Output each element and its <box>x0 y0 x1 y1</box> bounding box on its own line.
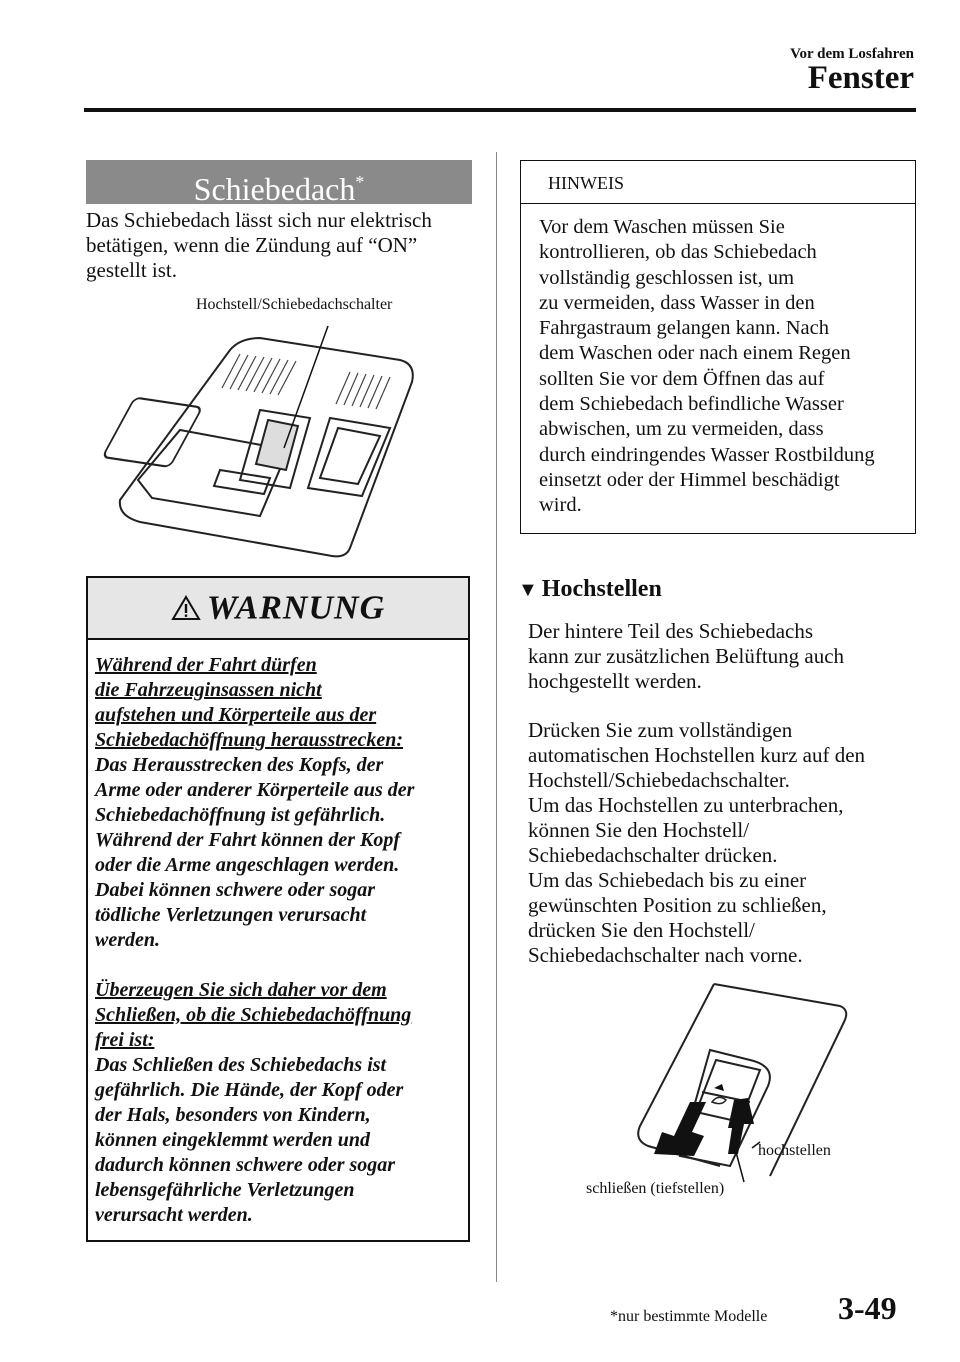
intro-paragraph <box>86 208 481 283</box>
text-line: einsetzt oder der Himmel beschädigt <box>539 468 840 491</box>
text-line: aufstehen und Körperteile aus der <box>95 704 377 726</box>
text-line: können Sie den Hochstell/ <box>528 818 750 842</box>
warning-body <box>95 653 465 1228</box>
text-line: Hochstell/Schiebedachschalter. <box>528 768 790 792</box>
paragraph-2 <box>528 718 908 968</box>
warning-rule-2 <box>95 978 465 1053</box>
page-number: 3-49 <box>838 1290 897 1326</box>
subsection-heading <box>518 576 662 603</box>
text-line: der Hals, besonders von Kindern, <box>95 1104 371 1126</box>
warning-triangle-icon <box>171 595 201 621</box>
text-line: Das Schließen des Schiebedachs ist <box>95 1054 387 1076</box>
text-line: Vor dem Waschen müssen Sie <box>539 216 785 238</box>
text-line: gestellt ist. <box>86 258 177 282</box>
column-divider <box>496 152 497 1282</box>
text-line: vollständig geschlossen ist, um <box>539 266 795 289</box>
section-banner <box>86 160 472 207</box>
warning-box <box>86 576 470 1242</box>
text-line: wird. <box>539 494 582 517</box>
text-line: tödliche Verletzungen verursacht <box>95 904 367 926</box>
text-line: werden. <box>95 929 160 951</box>
text-line: oder die Arme angeschlagen werden. <box>95 854 400 876</box>
text-line: Fahrgastraum gelangen kann. Nach <box>539 317 829 340</box>
text-line: durch eindringendes Wasser Rostbildung <box>539 443 875 466</box>
text-line: Schließen, ob die Schiebedachöffnung <box>95 1004 412 1026</box>
text-line: Während der Fahrt dürfen <box>95 654 317 676</box>
text-line: Schiebedachöffnung herausstrecken: <box>95 729 403 751</box>
overhead-console-illustration <box>100 310 480 560</box>
text-line: Arme oder anderer Körperteile aus der <box>95 779 415 801</box>
text-line: Um das Schiebedach bis zu einer <box>528 868 807 892</box>
text-line: Schiebedachschalter drücken. <box>528 843 778 867</box>
text-line: kann zur zusätzlichen Belüftung auch <box>528 644 845 668</box>
text-line: können eingeklemmt werden und <box>95 1129 371 1151</box>
warning-header <box>88 578 468 640</box>
text-line: frei ist: <box>95 1029 155 1051</box>
raise-label: hochstellen <box>758 1142 831 1159</box>
text-line: Der hintere Teil des Schiebedachs <box>528 619 814 643</box>
text-line: Das Herausstrecken des Kopfs, der <box>95 754 384 776</box>
triangle-bullet-icon: ▼ <box>518 579 538 601</box>
text-line: kontrollieren, ob das Schiebedach <box>539 241 817 264</box>
page-title: Fenster <box>807 60 914 96</box>
text-line: sollten Sie vor dem Öffnen das auf <box>539 367 825 390</box>
text-line: dadurch können schwere oder sogar <box>95 1154 396 1176</box>
text-line: Dabei können schwere oder sogar <box>95 879 376 901</box>
warning-text-2 <box>95 1053 465 1228</box>
text-line: betätigen, wenn die Zündung auf “ON” <box>86 233 418 257</box>
text-line: Um das Hochstellen zu unterbrachen, <box>528 793 844 817</box>
text-line: hochgestellt werden. <box>528 669 702 693</box>
text-line: verursacht werden. <box>95 1204 253 1226</box>
text-line: automatischen Hochstellen kurz auf den <box>528 743 866 767</box>
text-line: gewünschten Position zu schließen, <box>528 893 827 917</box>
text-line: die Fahrzeuginsassen nicht <box>95 679 322 701</box>
note-box <box>520 160 916 534</box>
text-line: Schiebedachschalter nach vorne. <box>528 943 803 967</box>
footnote-marker: * <box>355 172 365 192</box>
text-line: dem Waschen oder nach einem Regen <box>539 342 851 365</box>
paragraph-1 <box>528 619 908 694</box>
text-line: abwischen, um zu vermeiden, dass <box>539 418 824 441</box>
footnote: *nur bestimmte Modelle <box>610 1308 768 1325</box>
close-label: schließen (tiefstellen) <box>586 1180 725 1197</box>
warning-title: WARNUNG <box>206 589 386 627</box>
text-line: lebensgefährliche Verletzungen <box>95 1179 355 1201</box>
text-line: Während der Fahrt können der Kopf <box>95 829 401 851</box>
text-line: dem Schiebedach befindliche Wasser <box>539 393 844 416</box>
section-header: Vor dem Losfahren <box>790 46 914 62</box>
text-line: drücken Sie den Hochstell/ <box>528 918 755 942</box>
note-body <box>539 215 909 519</box>
subsection-title: Hochstellen <box>541 576 662 602</box>
text-line: Das Schiebedach lässt sich nur elektrisch <box>86 208 432 232</box>
text-line: Schiebedachöffnung ist gefährlich. <box>95 804 386 826</box>
switch-closeup-illustration <box>600 976 890 1196</box>
text-line: Drücken Sie zum vollständigen <box>528 718 793 742</box>
text-line: Überzeugen Sie sich daher vor dem <box>95 979 387 1001</box>
note-title: HINWEIS <box>521 161 915 204</box>
warning-text-1 <box>95 753 465 953</box>
switch-caption: Hochstell/Schiebedachschalter <box>196 296 393 313</box>
warning-rule-1 <box>95 653 465 753</box>
header-rule <box>84 108 916 112</box>
text-line: zu vermeiden, dass Wasser in den <box>539 291 815 314</box>
text-line: gefährlich. Die Hände, der Kopf oder <box>95 1079 404 1101</box>
section-title: Schiebedach <box>193 171 356 207</box>
